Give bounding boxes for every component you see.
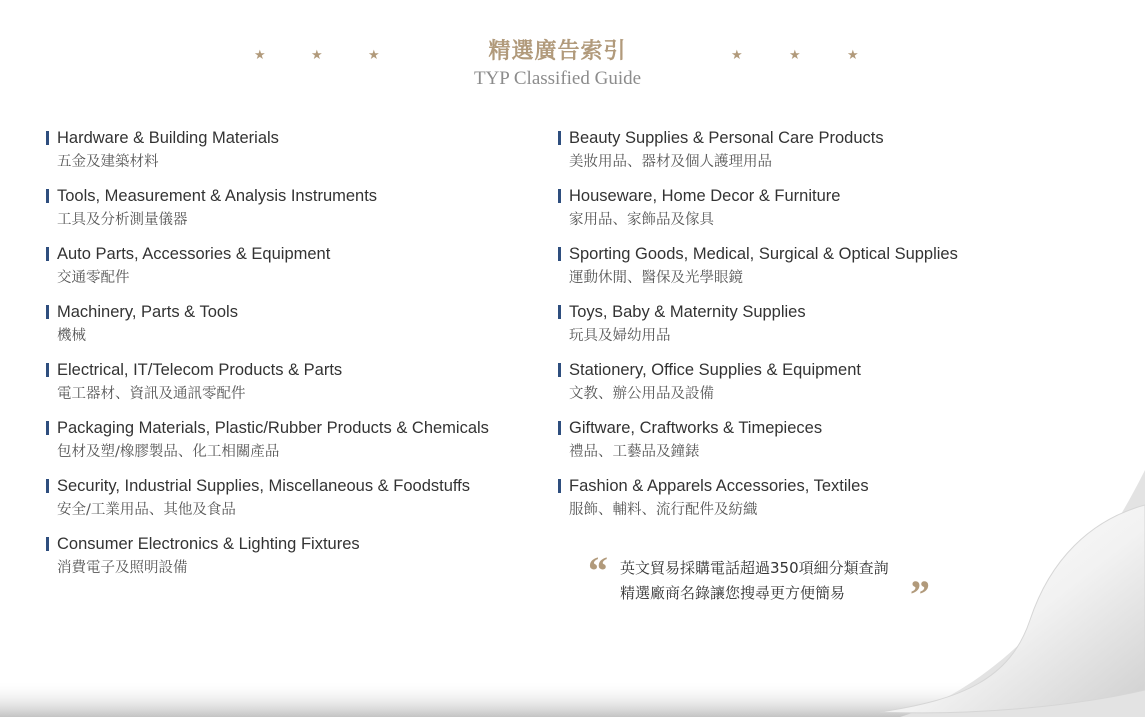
star-icon: ★ (368, 48, 380, 63)
category-name-en[interactable]: Security, Industrial Supplies, Miscellaneous & Foodstuffs (57, 477, 471, 495)
category-name-zh[interactable]: 工具及分析測量儀器 (57, 212, 188, 228)
star-icon: ★ (789, 48, 801, 63)
category-name-en[interactable]: Machinery, Parts & Tools (57, 303, 238, 321)
quote-line-2: 精選廠商名錄讓您搜尋更方便簡易 (620, 584, 846, 602)
page-title-zh: 精選廣告索引 (488, 39, 627, 64)
category-name-zh[interactable]: 美妝用品、器材及個人護理用品 (569, 154, 772, 170)
category-name-zh[interactable]: 文教、辦公用品及設備 (569, 386, 714, 402)
category-name-en[interactable]: Packaging Materials, Plastic/Rubber Products & Chemicals (57, 419, 489, 437)
category-name-zh[interactable]: 五金及建築材料 (57, 154, 159, 170)
category-name-en[interactable]: Auto Parts, Accessories & Equipment (57, 245, 331, 263)
category-name-zh[interactable]: 玩具及婦幼用品 (569, 328, 671, 344)
category-name-en[interactable]: Beauty Supplies & Personal Care Products (569, 129, 884, 147)
category-name-zh[interactable]: 包材及塑/橡膠製品、化工相關產品 (57, 444, 280, 460)
category-name-zh[interactable]: 運動休閒、醫保及光學眼鏡 (569, 270, 743, 286)
category-name-zh[interactable]: 服飾、輔料、流行配件及紡織 (569, 502, 758, 518)
star-icon: ★ (254, 48, 266, 63)
category-name-zh[interactable]: 禮品、工藝品及鐘錶 (569, 444, 700, 460)
category-name-en[interactable]: Sporting Goods, Medical, Surgical & Optical Supplies (569, 245, 958, 263)
star-icon: ★ (847, 48, 859, 63)
category-name-en[interactable]: Toys, Baby & Maternity Supplies (569, 303, 806, 321)
category-name-en[interactable]: Tools, Measurement & Analysis Instruments (57, 187, 378, 205)
quote-line-1: 英文貿易採購電話超過350項細分類查詢 (620, 559, 889, 577)
category-name-zh[interactable]: 機械 (57, 328, 86, 344)
category-name-en[interactable]: Consumer Electronics & Lighting Fixtures (57, 535, 360, 553)
category-name-zh[interactable]: 電工器材、資訊及通訊零配件 (57, 386, 246, 402)
category-name-en[interactable]: Houseware, Home Decor & Furniture (569, 187, 841, 205)
page-title-en: TYP Classified Guide (473, 68, 642, 89)
category-name-zh[interactable]: 消費電子及照明設備 (57, 560, 188, 576)
category-name-en[interactable]: Hardware & Building Materials (57, 129, 279, 147)
category-name-zh[interactable]: 安全/工業用品、其他及食品 (57, 502, 236, 518)
category-name-en[interactable]: Electrical, IT/Telecom Products & Parts (57, 361, 343, 379)
category-name-en[interactable]: Stationery, Office Supplies & Equipment (569, 361, 861, 379)
category-name-zh[interactable]: 交通零配件 (57, 270, 130, 286)
star-icon: ★ (311, 48, 323, 63)
star-icon: ★ (731, 48, 743, 63)
open-quote-icon: “ (588, 548, 608, 593)
category-name-en[interactable]: Giftware, Craftworks & Timepieces (569, 419, 823, 437)
category-name-en[interactable]: Fashion & Apparels Accessories, Textiles (569, 477, 869, 495)
close-quote-icon: ” (910, 572, 930, 617)
category-name-zh[interactable]: 家用品、家飾品及傢具 (569, 212, 714, 228)
